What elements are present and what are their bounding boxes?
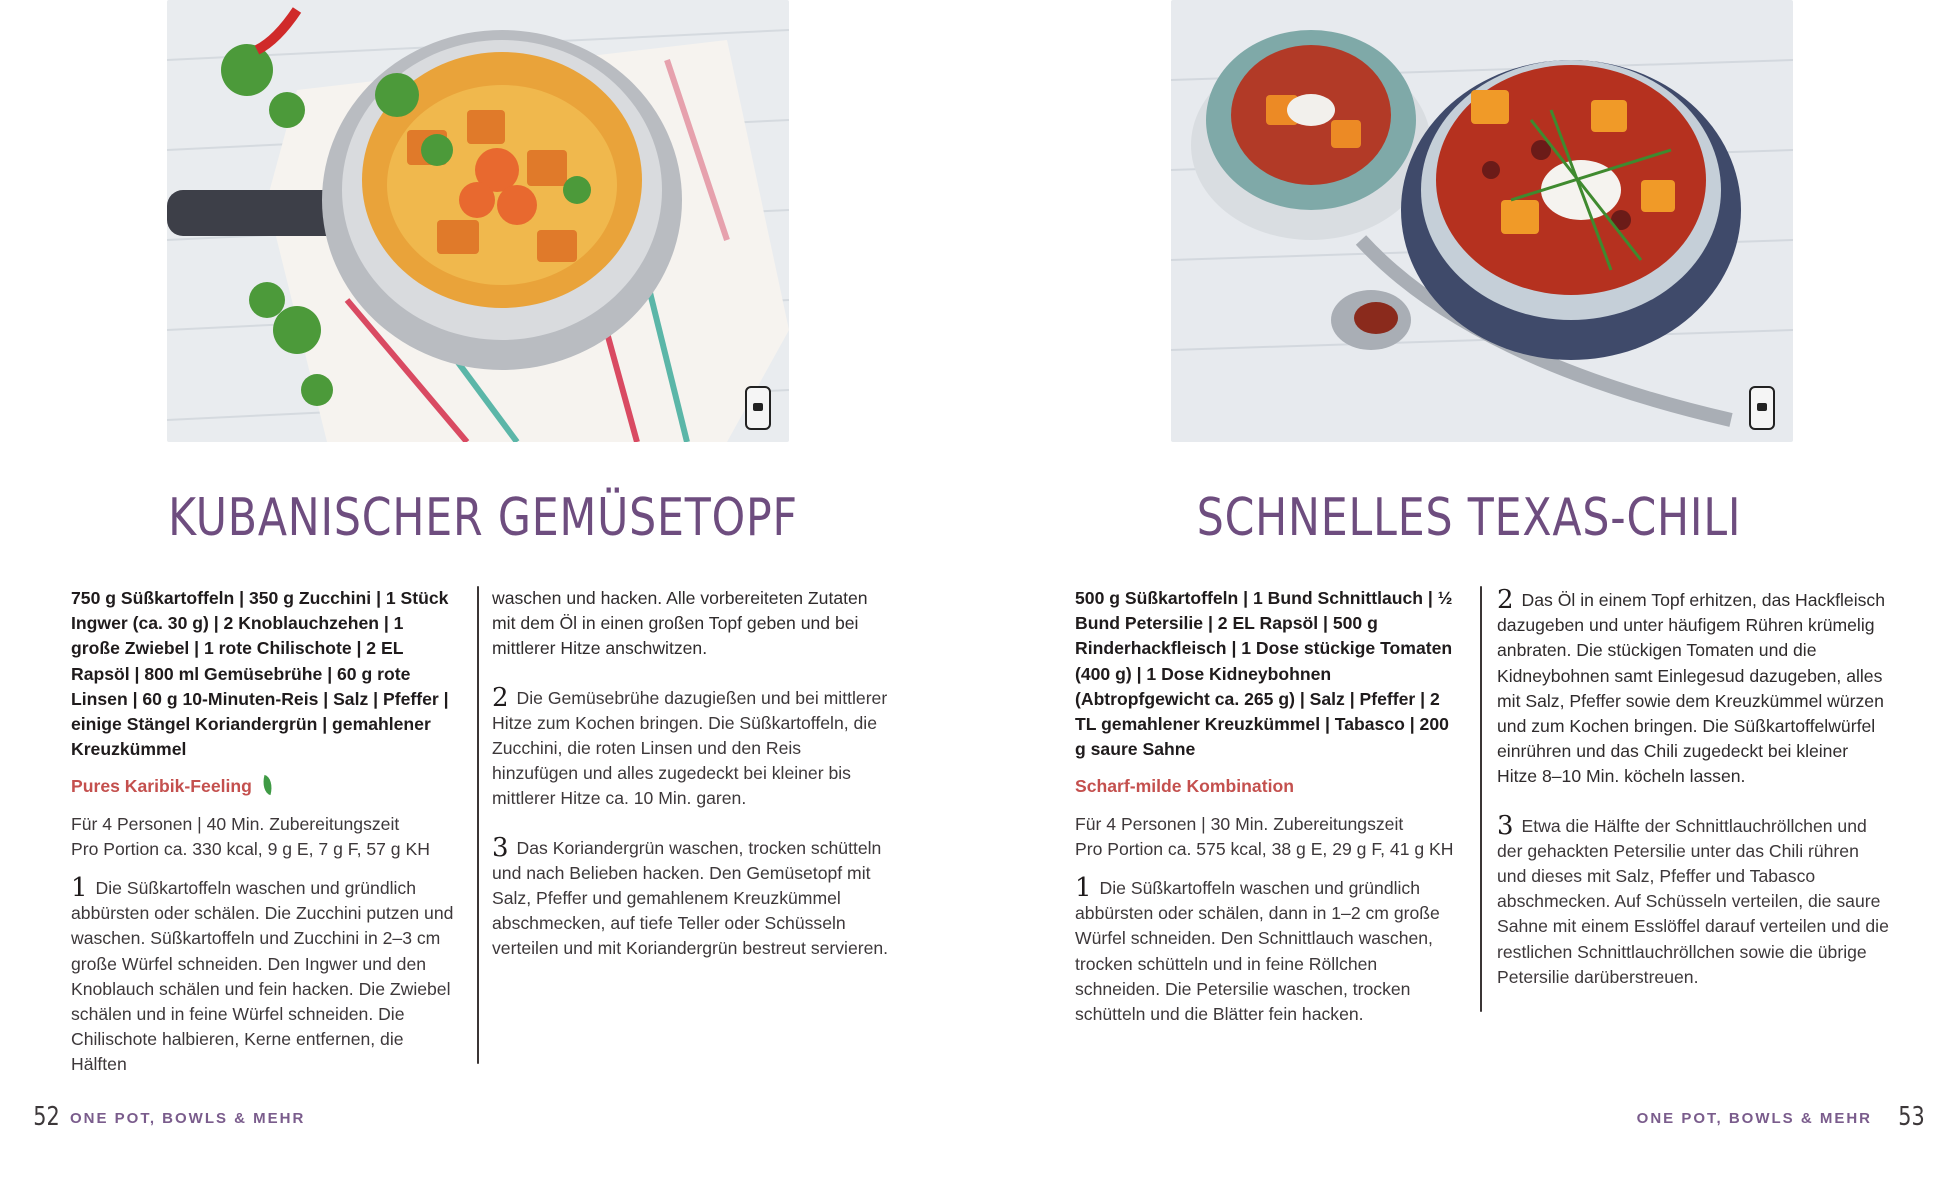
page-number: 52 — [33, 1102, 60, 1132]
recipe-column-2 — [1497, 586, 1892, 990]
vegetable-stew-illustration — [167, 0, 789, 442]
column-divider — [477, 586, 479, 1064]
recipe-title: KUBANISCHER GEMÜSETOPF — [168, 488, 798, 548]
ingredients-list: 750 g Süßkartoffeln | 350 g Zucchini | 1 Stück Ingwer (ca. 30 g) | 2 Knoblauchzehen | 1 große Zwiebel | 1 rote Chilischote | 2 EL Rapsöl | 800 ml Gemüsebrühe | 60 g rote Linsen | 60 g 10-Minuten-Reis | Salz | Pfeffer | einige Stängel Koriandergrün | gemahlener Kreuzkümmel — [71, 588, 449, 760]
recipe-tagline: Scharf-milde Kombination — [1075, 776, 1294, 797]
step-text: Etwa die Hälfte der Schnittlauchröllchen und der gehackten Petersilie unter das Chili rühren und dieses mit Salz, Pfeffer und Tabasco abschmecken. Auf Schüsseln verteilen, die saure Sahne mit einem Esslöffel darauf verteilen und die restlichen Schnittlauchröllchen sowie die übrige Petersilie darüberstreuen. — [1497, 815, 1889, 987]
texas-chili-photo — [1171, 0, 1793, 442]
step-number: 3 — [492, 832, 509, 863]
ingredients-list: 500 g Süßkartoffeln | 1 Bund Schnittlauch | ½ Bund Petersilie | 2 EL Rapsöl | 500 g Rinderhackfleisch | 1 Dose stückige Tomaten (400 g) | 1 Dose Kidneybohnen (Abtropfgewicht ca. 265 g) | Salz | Pfeffer | 2 TL gemahlener Kreuzkümmel | Tabasco | 200 g saure Sahne — [1075, 588, 1453, 760]
recipe-column-1 — [71, 586, 456, 1078]
phone-camera-icon — [1749, 386, 1775, 430]
phone-camera-icon — [745, 386, 771, 430]
recipe-meta — [71, 812, 456, 862]
recipe-column-2 — [492, 586, 890, 962]
step-text: Die Süßkartoffeln waschen und gründlich abbürsten oder schälen, dann in 1–2 cm große Würfel schneiden. Den Schnittlauch waschen, trocken schütteln und in feine Röllchen schneiden. Die Petersilie waschen, trocken schütteln und die Blätter fein hacken. — [1075, 878, 1440, 1025]
right-page — [974, 0, 1948, 1181]
recipe-column-1 — [1075, 586, 1460, 1027]
servings-time: Für 4 Personen | 40 Min. Zubereitungszeit — [71, 813, 400, 834]
column-divider — [1480, 586, 1482, 1012]
step-1 — [1075, 874, 1460, 1027]
recipe-tagline — [71, 774, 456, 799]
vegetable-stew-photo — [167, 0, 789, 442]
step-3 — [492, 834, 890, 962]
step-number: 2 — [492, 682, 509, 713]
recipe-meta — [1075, 812, 1460, 862]
step-2 — [1497, 586, 1892, 790]
step-text: Die Gemüsebrühe dazugießen und bei mittlerer Hitze zum Kochen bringen. Die Süßkartoffeln, die Zucchini, die roten Linsen und den Reis hinzufügen und alles zugedeckt bei kleiner bis mittlerer Hitze ca. 10 Min. garen. — [492, 687, 888, 809]
section-footer: ONE POT, BOWLS & MEHR — [70, 1110, 306, 1127]
tagline-text: Pures Karibik-Feeling — [71, 776, 252, 797]
step-text: Die Süßkartoffeln waschen und gründlich abbürsten oder schälen. Die Zucchini putzen und waschen. Süßkartoffeln und Zucchini in 2–3 cm große Würfel schneiden. Den Ingwer und den Knoblauch schälen und fein hacken. Die Zwiebel schälen und in feine Würfel schneiden. Die Chilischote halbieren, Kerne entfernen, die Hälften — [71, 878, 454, 1075]
servings-time: Für 4 Personen | 30 Min. Zubereitungszeit — [1075, 813, 1404, 834]
step-2 — [492, 684, 890, 812]
leaf-icon — [260, 775, 275, 795]
step-number: 3 — [1497, 810, 1514, 841]
step-text: Das Öl in einem Topf erhitzen, das Hackfleisch dazugeben und unter häufigem Rühren krümelig anbraten. Die stückigen Tomaten und die Kidneybohnen samt Einlegesud dazugeben, alles mit Salz, Pfeffer sowie dem Kreuzkümmel würzen und zum Kochen bringen. Die Süßkartoffelwürfel einrühren und das Chili zugedeckt bei kleiner Hitze 8–10 Min. köcheln lassen. — [1497, 590, 1885, 787]
step-3 — [1497, 812, 1892, 990]
step-1-continued: waschen und hacken. Alle vorbereiteten Zutaten mit dem Öl in einen großen Topf geben und bei mittlerer Hitze anschwitzen. — [492, 588, 868, 659]
step-text: Das Koriandergrün waschen, trocken schütteln und nach Belieben hacken. Den Gemüsetopf mit Salz, Pfeffer und gemahlenem Kreuzkümmel abschmecken, auf tiefe Teller oder Schüsseln verteilen und mit Koriandergrün bestreut servieren. — [492, 837, 889, 959]
recipe-title: SCHNELLES TEXAS-CHILI — [1196, 488, 1742, 548]
section-footer: ONE POT, BOWLS & MEHR — [1636, 1110, 1872, 1127]
step-number: 1 — [71, 873, 88, 904]
texas-chili-illustration — [1171, 0, 1793, 442]
step-number: 1 — [1075, 873, 1092, 904]
nutrition-info: Pro Portion ca. 575 kcal, 38 g E, 29 g F, 41 g KH — [1075, 838, 1454, 859]
nutrition-info: Pro Portion ca. 330 kcal, 9 g E, 7 g F, 57 g KH — [71, 838, 430, 859]
step-1 — [71, 874, 456, 1078]
step-number: 2 — [1497, 585, 1514, 615]
page-number: 53 — [1898, 1102, 1925, 1132]
